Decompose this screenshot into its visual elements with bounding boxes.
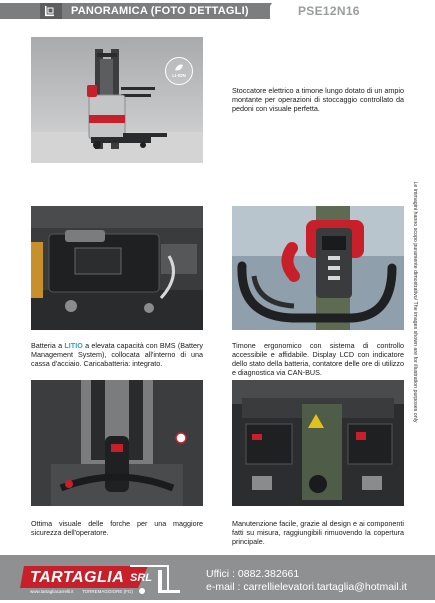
battery-text-prefix: Batteria a (31, 341, 65, 350)
lithium-highlight: LITIO (64, 341, 83, 350)
logo-name: TARTAGLIA (30, 569, 125, 586)
contact-email: e-mail : carrellielevatori.tartaglia@hotmail.it (206, 581, 407, 593)
photo-stacker-overview (31, 37, 203, 163)
description-maintenance: Manutenzione facile, grazie al design e ai componenti fatti su misura, raggiungibili rimuovendo la copertura principale. (232, 519, 404, 546)
description-tiller: Timone ergonomico con sistema di controllo accessibile e affidabile. Display LCD con indicatore dello stato della batteria, contatore delle ore di utilizzo e diagnostica via CAN-BUS. (232, 341, 404, 377)
page-title: PANORAMICA (FOTO DETTAGLI) (71, 5, 249, 17)
battery-text-suffix: a elevata capacità con BMS (Battery Management System), collocata all'interno di una cassa d'acciaio. Caricabatteria: integrato. (31, 341, 203, 368)
logo-website: www.tartagliacarrelli.it (30, 589, 74, 594)
description-forks: Ottima visuale delle forche per una maggiore sicurezza dell'operatore. (31, 519, 203, 537)
description-overview: Stoccatore elettrico a timone lungo dotato di un ampio montante per operazioni di stoccaggio controllato da pedoni con visuale perfetta. (232, 86, 404, 113)
photo-battery (31, 206, 203, 330)
photo-tiller (232, 206, 404, 330)
disclaimer-vertical (404, 172, 426, 432)
office-phone: Uffici : 0882.382661 (206, 568, 300, 580)
header-bar-notch (262, 3, 272, 19)
logo-location: TORREMAGGIORE (FG) (82, 589, 133, 594)
model-code: PSE12N16 (298, 4, 360, 18)
page-header (0, 0, 435, 24)
forklift-icon (40, 3, 62, 19)
photo-fork-visibility (31, 380, 203, 506)
photo-maintenance (232, 380, 404, 506)
li-ion-badge (165, 57, 193, 85)
description-battery (31, 341, 203, 368)
li-ion-label: LI-ION (172, 73, 186, 78)
disclaimer-text: Le immagini hanno scopo puramente dimostrativo/ The images shown are for illustration purposes only (412, 181, 418, 423)
logo-srl: SRL (130, 572, 152, 584)
